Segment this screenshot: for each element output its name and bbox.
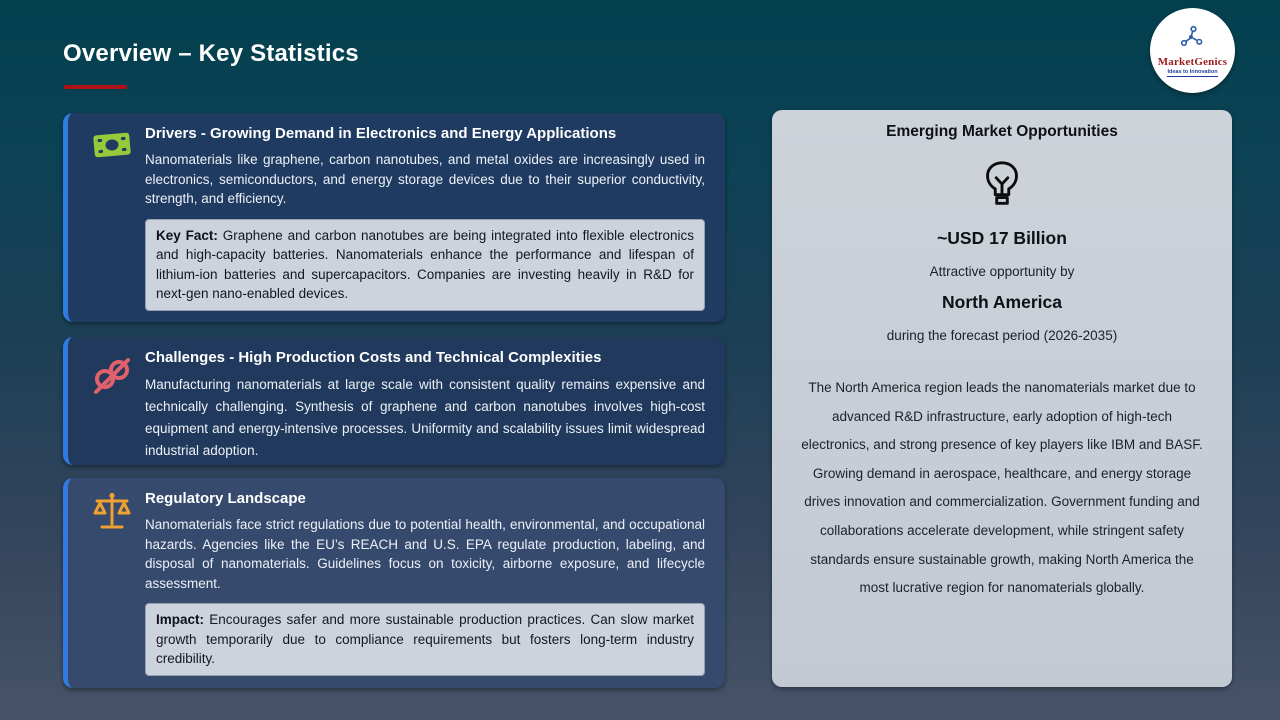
opportunity-value: ~USD 17 Billion xyxy=(937,228,1067,248)
impact-text: Encourages safer and more sustainable production practices. Can slow market growth temporarily due to compliance requirements but fosters long-term industry credibility. xyxy=(156,612,694,666)
opportunity-line2: during the forecast period (2026-2035) xyxy=(886,328,1118,343)
key-fact-label: Key Fact: xyxy=(156,227,218,243)
impact-box xyxy=(145,603,705,676)
card-challenges xyxy=(63,337,725,465)
opportunity-description: The North America region leads the nanomaterials market due to advanced R&D infrastructure, early adoption of high-tech electronics, and strong presence of key players like IBM and BASF. Growing demand in aerospace, healthcare, and energy storage drives innovation and commercialization. Government funding and collaborations accelerate development, while stringent safety standards ensure sustainable growth, making North America the most lucrative region for nanomaterials globally. xyxy=(801,380,1203,596)
impact-label: Impact: xyxy=(156,612,205,627)
card-drivers-heading: Drivers - Growing Demand in Electronics and Energy Applications xyxy=(145,125,617,142)
emerging-opportunities-panel xyxy=(772,110,1232,687)
card-challenges-body: Manufacturing nanomaterials at large scale with consistent quality remains expensive and technically challenging. Synthesis of graphene and carbon nanotubes involves high-cost equipment and energy-intensive processes. Uniformity and scalability issues limit widespread industrial adoption. xyxy=(145,377,705,458)
banknote-icon xyxy=(88,127,136,168)
lightbulb-icon xyxy=(772,159,1232,218)
opportunity-region: North America xyxy=(942,292,1062,312)
title-underline xyxy=(64,85,127,89)
panel-title: Emerging Market Opportunities xyxy=(886,123,1118,140)
card-challenges-heading: Challenges - High Production Costs and Technical Complexities xyxy=(145,349,602,366)
opportunity-line1: Attractive opportunity by xyxy=(929,264,1075,279)
card-regulatory xyxy=(63,478,725,688)
card-regulatory-body: Nanomaterials face strict regulations due to potential health, environmental, and occupational hazards. Agencies like the EU’s REACH and U.S. EPA regulate production, labeling, and disposal of nanomaterials. Guidelines focus on toxicity, airborne exposure, and lifecycle assessment. xyxy=(145,517,705,591)
marketgenics-logo xyxy=(1150,8,1235,93)
page-title: Overview – Key Statistics xyxy=(63,40,359,67)
key-fact-box xyxy=(145,219,705,311)
card-drivers-body: Nanomaterials like graphene, carbon nanotubes, and metal oxides are increasingly used in electronics, semiconductors, and energy storage devices due to their superior conductivity, strength, and efficiency. xyxy=(145,152,705,206)
logo-name: MarketGenics xyxy=(1157,55,1228,68)
logo-tagline: Ideas to Innovation xyxy=(1167,68,1218,75)
card-challenges-text xyxy=(145,337,705,462)
molecule-icon xyxy=(1178,25,1208,54)
card-drivers xyxy=(63,113,725,322)
card-regulatory-heading: Regulatory Landscape xyxy=(145,490,306,507)
key-fact-text: Graphene and carbon nanotubes are being integrated into flexible electronics and high-capacity batteries. Nanomaterials enhance the performance and lifespan of lithium-ion batteries and supercapacitors. Companies are investing heavily in R&D for next-gen nano-enabled devices. xyxy=(156,227,694,301)
card-drivers-text xyxy=(145,113,705,311)
scales-icon xyxy=(88,490,136,539)
knot-icon xyxy=(88,353,136,404)
card-regulatory-text xyxy=(145,478,705,676)
